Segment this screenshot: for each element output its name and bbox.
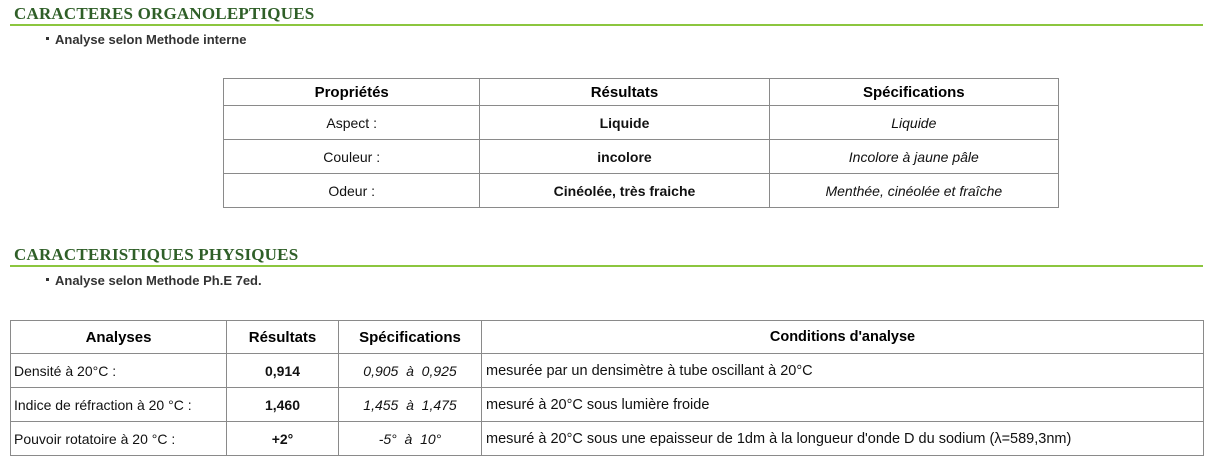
spec-cell: 1,455 à 1,475 [339, 388, 482, 422]
table-row [11, 422, 1204, 456]
header-results: Résultats [227, 321, 339, 354]
conditions-cell: mesuré à 20°C sous lumière froide [482, 388, 1204, 422]
physical-table [10, 320, 1204, 456]
header-analyses: Analyses [11, 321, 227, 354]
spec-cell: Liquide [769, 106, 1058, 140]
table-header-row [11, 321, 1204, 354]
header-specifications: Spécifications [769, 79, 1058, 106]
header-conditions: Conditions d'analyse [482, 321, 1204, 354]
section-divider [10, 24, 1203, 26]
table-row [11, 354, 1204, 388]
section-title-physical: CARACTERISTIQUES PHYSIQUES [14, 245, 299, 264]
analysis-cell: Pouvoir rotatoire à 20 °C : [11, 422, 227, 456]
table-row [224, 140, 1059, 174]
header-properties: Propriétés [224, 79, 480, 106]
section-title-organoleptic: CARACTERES ORGANOLEPTIQUES [14, 4, 315, 23]
conditions-cell: mesurée par un densimètre à tube oscillant à 20°C [482, 354, 1204, 388]
result-cell: incolore [480, 140, 769, 174]
method-note [46, 32, 246, 47]
result-cell: Liquide [480, 106, 769, 140]
spec-cell: Menthée, cinéolée et fraîche [769, 174, 1058, 208]
method-text: Analyse selon Methode Ph.E 7ed. [55, 273, 262, 288]
result-cell: +2° [227, 422, 339, 456]
table-row [224, 174, 1059, 208]
analysis-cell: Densité à 20°C : [11, 354, 227, 388]
result-cell: Cinéolée, très fraiche [480, 174, 769, 208]
table-header-row [224, 79, 1059, 106]
method-text: Analyse selon Methode interne [55, 32, 247, 47]
result-cell: 1,460 [227, 388, 339, 422]
conditions-cell: mesuré à 20°C sous une epaisseur de 1dm à la longueur d'onde D du sodium (λ=589,3nm) [482, 422, 1204, 456]
organoleptic-table [223, 78, 1059, 208]
spec-cell: 0,905 à 0,925 [339, 354, 482, 388]
table-row [224, 106, 1059, 140]
header-results: Résultats [480, 79, 769, 106]
spec-cell: Incolore à jaune pâle [769, 140, 1058, 174]
property-cell: Odeur : [224, 174, 480, 208]
section-divider [10, 265, 1203, 267]
property-cell: Aspect : [224, 106, 480, 140]
spec-cell: -5° à 10° [339, 422, 482, 456]
bullet-icon [46, 37, 49, 40]
header-specifications: Spécifications [339, 321, 482, 354]
method-note [46, 273, 262, 288]
property-cell: Couleur : [224, 140, 480, 174]
table-row [11, 388, 1204, 422]
analysis-cell: Indice de réfraction à 20 °C : [11, 388, 227, 422]
result-cell: 0,914 [227, 354, 339, 388]
bullet-icon [46, 278, 49, 281]
